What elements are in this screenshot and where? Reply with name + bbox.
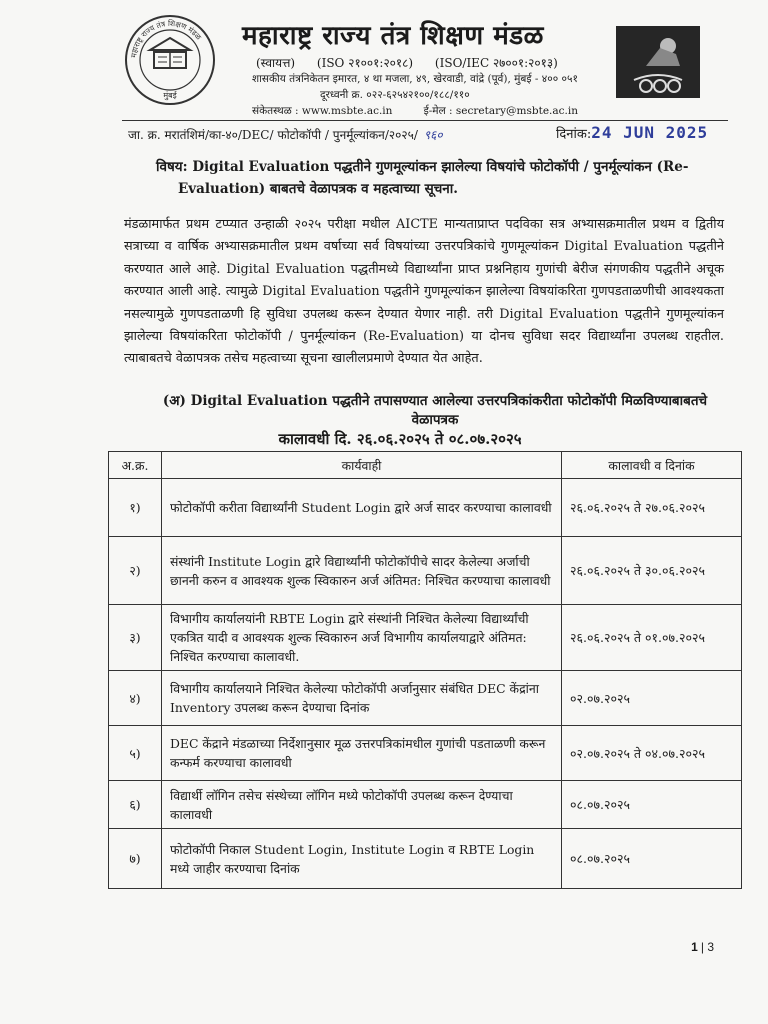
row-date: २६.०६.२०२५ ते ०१.०७.२०२५ [562, 605, 742, 671]
subject-line-1: विषय: Digital Evaluation पद्धतीने गुणमूल्यांकन झालेल्या विषयांचे फोटोकॉपी / पुनर्मूल्यांकन (Re- [156, 159, 689, 175]
date-line [556, 123, 708, 142]
table-row [109, 479, 742, 537]
row-number: ४) [109, 671, 162, 726]
website-text: संकेतस्थळ : www.msbte.ac.in [252, 105, 393, 117]
header-serial: अ.क्र. [109, 452, 162, 479]
logo-city-text: मुंबई [163, 91, 177, 100]
reference-number [128, 126, 443, 143]
section-heading [150, 392, 720, 430]
row-number: २) [109, 537, 162, 605]
organization-title: महाराष्ट्र राज्य तंत्र शिक्षण मंडळ [242, 21, 544, 51]
row-number: १) [109, 479, 162, 537]
row-number: ३) [109, 605, 162, 671]
table-row [109, 829, 742, 889]
row-action: विभागीय कार्यालयाने निश्चित केलेल्या फोटोकॉपी अर्जानुसार संबंधित DEC केंद्रांना Inventory उपलब्ध करून देण्याचा दिनांक [162, 671, 562, 726]
iso-line [256, 54, 576, 71]
table-row [109, 781, 742, 829]
row-number: ६) [109, 781, 162, 829]
date-label: दिनांक: [556, 127, 592, 142]
row-action: विद्यार्थी लॉगिन तसेच संस्थेच्या लॉगिन मध्ये फोटोकॉपी उपलब्ध करून देण्याचा कालावधी [162, 781, 562, 829]
page-current: 1 [691, 940, 698, 954]
row-date: ०२.०७.२०२५ [562, 671, 742, 726]
section-heading-line-2: वेळापत्रक [411, 412, 459, 428]
date-stamp: 24 JUN 2025 [591, 123, 709, 142]
table-row [109, 605, 742, 671]
iso-21001: (ISO २१००१:२०१८) [316, 56, 414, 70]
header-divider [122, 120, 728, 121]
subject-line-2: Evaluation) बाबतचे वेळापत्रक व महत्वाच्या सूचना. [178, 181, 458, 197]
row-date: ०८.०७.२०२५ [562, 781, 742, 829]
row-date: ०२.०७.२०२५ ते ०४.०७.२०२५ [562, 726, 742, 781]
header-action: कार्यवाही [162, 452, 562, 479]
schedule-period: कालावधी दि. २६.०६.२०२५ ते ०८.०७.२०२५ [278, 430, 522, 448]
address-line: शासकीय तंत्रनिकेतन इमारत, ४ था मजला, ४९, खेरवाडी, वांद्रे (पूर्व), मुंबई - ४०० ०५१ [252, 73, 578, 85]
page-number [691, 940, 714, 954]
table-row [109, 537, 742, 605]
page-separator: | [700, 940, 704, 954]
table-row [109, 726, 742, 781]
table-row [109, 671, 742, 726]
subject [156, 156, 720, 200]
row-number: ५) [109, 726, 162, 781]
row-action: फोटोकॉपी करीता विद्यार्थ्यांनी Student Login द्वारे अर्ज सादर करण्याचा कालावधी [162, 479, 562, 537]
header-date: कालावधी व दिनांक [562, 452, 742, 479]
msbte-logo-icon [124, 14, 216, 106]
row-date: २६.०६.२०२५ ते २७.०६.२०२५ [562, 479, 742, 537]
iso-autonomous: (स्वायत्त) [256, 56, 296, 70]
section-heading-line-1: (अ) Digital Evaluation पद्धतीने तपासण्यात आलेल्या उत्तरपत्रिकांकरीता फोटोकॉपी मिळविण्याबाबतचे [162, 393, 708, 409]
row-number: ७) [109, 829, 162, 889]
row-action: संस्थांनी Institute Login द्वारे विद्यार्थ्यांनी फोटोकॉपीचे सादर केलेल्या अर्जाची छाननी करुन व आवश्यक शुल्क स्विकारुन अर्ज अंतिमत: निश्चित करण्याचा कालावधी [162, 537, 562, 605]
contact-line [252, 104, 578, 118]
page-total: 3 [707, 940, 714, 954]
table-header-row [109, 452, 742, 479]
email-text: ई-मेल : secretary@msbte.ac.in [423, 105, 578, 117]
logo-ring-text: महाराष्ट्र राज्य तंत्र शिक्षण मंडळ [129, 18, 204, 59]
row-date: ०८.०७.२०२५ [562, 829, 742, 889]
row-action: विभागीय कार्यालयांनी RBTE Login द्वारे संस्थांनी निश्चित केलेल्या विद्यार्थ्यांची एकत्रित यादी व आवश्यक शुल्क स्विकारुन अर्ज विभागीय कार्यालयाद्वारे अंतिमत: निश्चित करण्याचा कालावधी. [162, 605, 562, 671]
body-paragraph: मंडळामार्फत प्रथम टप्प्यात उन्हाळी २०२५ परीक्षा मधील AICTE मान्यताप्राप्त पदविका सत्र अभ्यासक्रमातील प्रथम व द्वितीय सत्राच्या व वार्षिक अभ्यासक्रमातील प्रथम वर्षाच्या सर्व विषयांच्या उत्तरपत्रिकांचे गुणमूल्यांकन Digital Evaluation पद्धतीने करण्यात आले आहे. Digital Evaluation पद्धतीमध्ये विद्यार्थ्यांना प्राप्त प्रश्ननिहाय गुणांची बेरीज संगणकीय पद्धतीने अचूक करण्यात आली आहे. त्यामुळे Digital Evaluation पद्धतीने गुणमूल्यांकन झालेल्या विषयांकरिता गुणपडताळणीची आवश्यकता नसल्यामुळे गुणपडताळणी हि सुविधा उपलब्ध करून देण्यात येणार नाही. तरी Digital Evaluation पद्धतीने गुणमूल्यांकन झालेल्या विषयांकरिता फोटोकॉपी / पुनर्मूल्यांकन (Re-Evaluation) या दोनच सुविधा सदर विद्यार्थ्यांना उपलब्ध राहतील. त्याबाबतचे वेळापत्रक तसेच महत्वाच्या सूचना खालीलप्रमाणे देण्यात येत आहेत. [124, 217, 724, 367]
handwritten-number: ९६० [423, 128, 443, 142]
row-action: DEC केंद्राने मंडळाच्या निर्देशानुसार मूळ उत्तरपत्रिकांमधील गुणांची पडताळणी करून कन्फर्म करण्याचा कालावधी [162, 726, 562, 781]
row-date: २६.०६.२०२५ ते ३०.०६.२०२५ [562, 537, 742, 605]
anniversary-emblem-icon [616, 26, 700, 98]
phone-line: दूरध्वनी क्र. ०२२-६२५४२१००/१८८/११० [320, 89, 470, 101]
iso-27001: (ISO/IEC २७००१:२०१३) [434, 56, 558, 70]
row-action: फोटोकॉपी निकाल Student Login, Institute Login व RBTE Login मध्ये जाहीर करण्याचा दिनांक [162, 829, 562, 889]
reference-text: जा. क्र. मरातंशिमं/का-४०/DEC/ फोटोकॉपी / पुनर्मूल्यांकन/२०२५/ [128, 128, 418, 142]
schedule-table [108, 451, 742, 889]
